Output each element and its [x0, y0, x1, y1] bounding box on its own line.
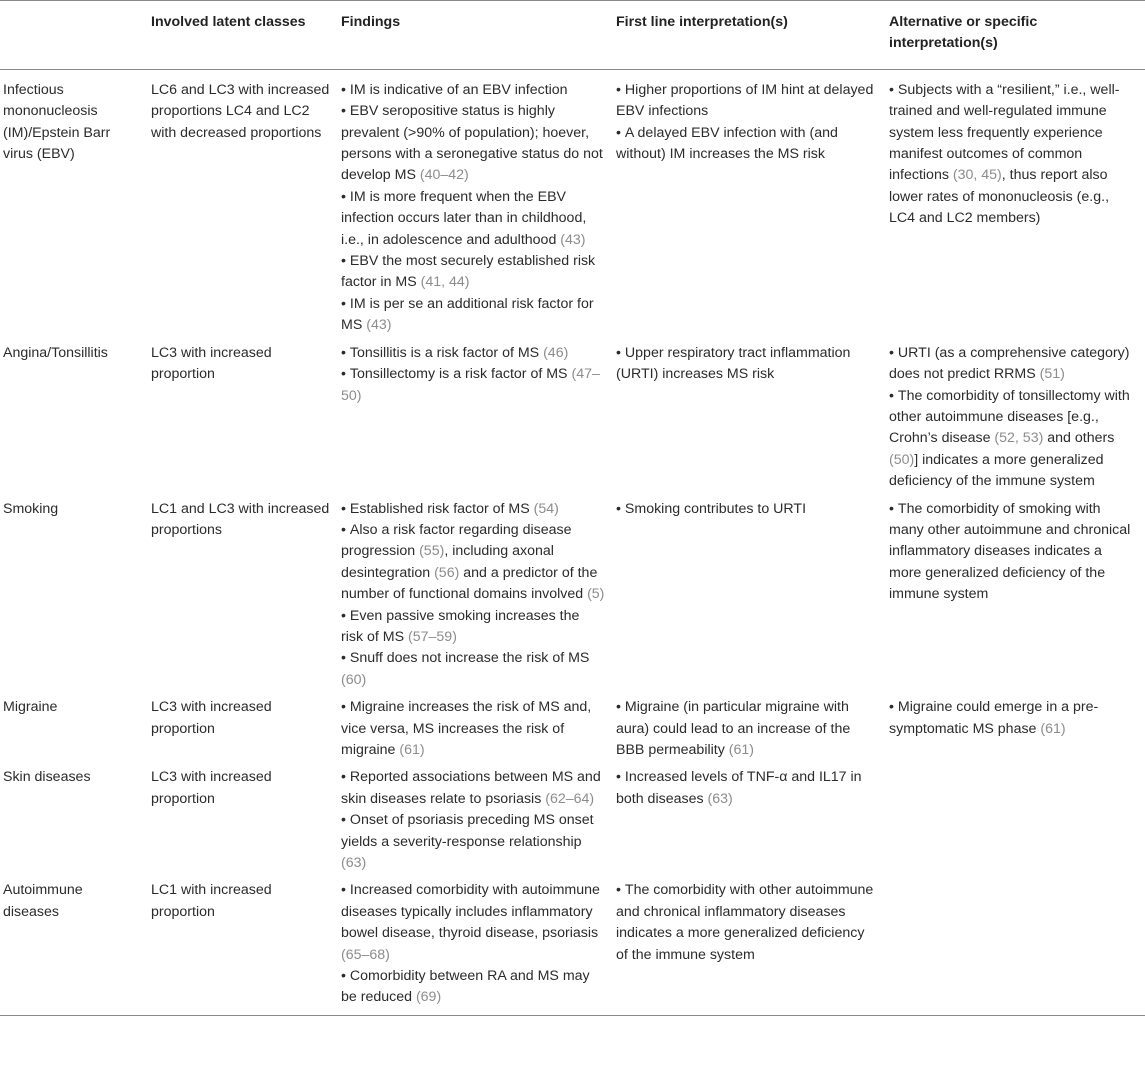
header-latent-classes: Involved latent classes [151, 14, 306, 30]
table-row [0, 343, 1145, 499]
bullet-item [616, 343, 878, 386]
table-row [0, 499, 1145, 698]
citation: (57–59) [408, 628, 457, 645]
first-line-cell [613, 697, 886, 767]
latent-classes-cell [148, 767, 338, 880]
bullet-text: Upper respiratory tract inflammation (URTI) increases MS risk [616, 344, 851, 383]
bullet-text: Increased comorbidity with autoimmune diseases typically includes inflammatory bowel disease, thyroid disease, psoriasis [341, 882, 600, 942]
findings-cell [338, 69, 613, 342]
bullet-text: EBV the most securely established risk factor in MS [341, 253, 596, 291]
findings-cell [338, 880, 613, 1015]
latent-classes-text: LC3 with increased proportion [151, 699, 272, 737]
bullet-text: Snuff does not increase the risk of MS [349, 650, 590, 667]
latent-classes-text: LC3 with increased proportion [151, 769, 272, 807]
table-row [0, 767, 1145, 880]
latent-classes-cell [148, 880, 338, 1015]
header-row [0, 1, 1145, 70]
citation: (52, 53) [994, 430, 1044, 447]
bullet-item [889, 697, 1137, 740]
factor-label: Skin diseases [3, 769, 91, 786]
latent-classes-text: LC6 and LC3 with increased proportions LC4 and LC2 with decreased proportions [151, 81, 330, 141]
bullet-text: Also a risk factor regarding disease progression [341, 521, 572, 560]
citation: (46) [543, 344, 569, 361]
bullet-text: The comorbidity of smoking with many other autoimmune and chronical inflammatory diseases indicates a more generalized deficiency of the immune system [889, 500, 1131, 603]
table-body [0, 69, 1145, 1015]
factor-label: Angina/Tonsillitis [3, 344, 108, 361]
factor-cell [0, 343, 148, 499]
alternative-cell [886, 767, 1145, 880]
citation: (61) [728, 742, 754, 758]
bullet-text: Higher proportions of IM hint at delayed EBV infections [616, 81, 874, 120]
bullet-text: Reported associations between MS and skin diseases relate to psoriasis [341, 769, 601, 807]
citation: (50) [889, 451, 915, 468]
citation: (55) [419, 543, 445, 560]
alternative-cell [886, 343, 1145, 499]
bullet-text: and a predictor of the number of functional domains involved [341, 564, 598, 603]
table-header [0, 1, 1145, 70]
citation: (41, 44) [420, 274, 470, 291]
bullet-text: The comorbidity of tonsillectomy with other autoimmune diseases [e.g., Crohn’s disease [889, 387, 1130, 447]
citation: (40–42) [419, 167, 469, 184]
first-line-cell [613, 767, 886, 880]
factor-label: Smoking [3, 500, 59, 517]
bullet-text: Comorbidity between RA and MS may be reduced [341, 968, 590, 1006]
bullet-text: IM is per se an additional risk factor for MS [341, 295, 594, 334]
factor-label: Migraine [3, 699, 58, 716]
header-first-line: First line interpretation(s) [616, 14, 788, 30]
bullet-item [341, 697, 605, 761]
bullet-text: IM is more frequent when the EBV infection occurs later than in childhood, i.e., in adolescence and adulthood [341, 188, 587, 248]
bullet-item [616, 499, 878, 520]
alternative-cell [886, 69, 1145, 342]
factor-cell [0, 880, 148, 1015]
bullet-text: Increased levels of TNF-α and IL17 in both diseases [616, 769, 862, 807]
bullet-text: IM is indicative of an EBV infection [349, 81, 568, 98]
citation: (47–50) [341, 366, 600, 404]
citation: (63) [341, 855, 367, 872]
bullet-item [616, 697, 878, 761]
header-findings: Findings [341, 14, 401, 30]
bullet-item [616, 880, 878, 966]
citation: (60) [341, 671, 367, 688]
bullet-item [341, 80, 605, 101]
bullet-item [616, 80, 878, 123]
bullet-item [341, 648, 605, 691]
bullet-text: Migraine increases the risk of MS and, vice versa, MS increases the risk of migraine [341, 699, 592, 758]
factor-cell [0, 499, 148, 698]
citation: (61) [399, 742, 425, 758]
latent-classes-cell [148, 343, 338, 499]
citation: (63) [707, 790, 733, 807]
first-line-cell [613, 880, 886, 1015]
factor-label: Autoimmune diseases [3, 882, 83, 920]
first-line-cell [613, 343, 886, 499]
header-alternative: Alternative or specific interpretation(s) [889, 14, 1038, 52]
bullet-text: Migraine (in particular migraine with aura) could lead to an increase of the BBB permeability [616, 699, 851, 758]
bullet-text: Smoking contributes to URTI [624, 500, 807, 517]
bullet-item [341, 364, 605, 407]
bullet-text: Migraine could emerge in a pre-symptomatic MS phase [889, 699, 1099, 737]
table-row [0, 880, 1145, 1015]
findings-cell [338, 499, 613, 698]
citation: (54) [533, 500, 559, 517]
citation: (43) [366, 317, 392, 334]
factor-cell [0, 697, 148, 767]
latent-classes-text: LC1 with increased proportion [151, 882, 272, 920]
latent-classes-cell [148, 697, 338, 767]
citation: (5) [587, 586, 605, 603]
bullet-item [889, 386, 1137, 493]
bullet-item [341, 966, 605, 1009]
bullet-item [616, 767, 878, 810]
alternative-cell [886, 499, 1145, 698]
citation: (56) [434, 564, 460, 581]
bullet-text: Tonsillitis is a risk factor of MS [349, 344, 544, 361]
first-line-cell [613, 69, 886, 342]
bullet-item [341, 187, 605, 251]
factor-cell [0, 69, 148, 342]
latent-classes-text: LC1 and LC3 with increased proportions [151, 500, 330, 538]
bullet-item [341, 343, 605, 364]
bullet-item [341, 499, 605, 520]
citation: (30, 45) [952, 167, 1002, 184]
table-row [0, 69, 1145, 342]
citation: (61) [1040, 720, 1066, 737]
citation: (69) [415, 989, 442, 1006]
bullet-item [889, 499, 1137, 606]
bullet-text: URTI (as a comprehensive category) does not predict RRMS [889, 344, 1130, 383]
bullet-text: Even passive smoking increases the risk of MS [341, 607, 580, 645]
bullet-text: Onset of psoriasis preceding MS onset yields a severity-response relationship [341, 812, 594, 850]
alternative-cell [886, 697, 1145, 767]
bullet-text: Established risk factor of MS [349, 500, 534, 517]
alternative-cell [886, 880, 1145, 1015]
bullet-text: A delayed EBV infection with (and without) IM increases the MS risk [616, 124, 838, 163]
bullet-text: ] indicates a more generalized deficiency of the immune system [889, 451, 1104, 490]
findings-cell [338, 343, 613, 499]
citation: (65–68) [341, 946, 390, 963]
bullet-item [341, 101, 605, 187]
bullet-text: Tonsillectomy is a risk factor of MS [349, 366, 572, 383]
bullet-text: The comorbidity with other autoimmune and chronical inflammatory diseases indicates a more generalized deficiency of the immune system [616, 882, 874, 963]
bullet-item [341, 880, 605, 966]
bullet-item [341, 810, 605, 874]
latent-classes-cell [148, 69, 338, 342]
bullet-item [341, 606, 605, 649]
factor-cell [0, 767, 148, 880]
citation: (43) [560, 231, 586, 248]
bullet-text: and others [1043, 430, 1115, 447]
bullet-item [889, 343, 1137, 386]
first-line-cell [613, 499, 886, 698]
findings-cell [338, 767, 613, 880]
latent-classes-cell [148, 499, 338, 698]
latent-classes-text: LC3 with increased proportion [151, 344, 272, 383]
bullet-text: EBV seropositive status is highly prevalent (>90% of population); hoever, persons with a seronegative status do not develop MS [341, 103, 603, 184]
factor-label: Infectious mononucleosis (IM)/Epstein Barr virus (EBV) [3, 81, 111, 163]
header-factor [0, 1, 148, 70]
citation: (62–64) [545, 790, 595, 807]
bullet-item [616, 123, 878, 166]
bullet-text: Subjects with a “resilient,” i.e., well-trained and well-regulated immune system less frequently experience manifest outcomes of common infections [889, 81, 1120, 184]
bullet-item [341, 294, 605, 337]
bullet-text: , including axonal desintegration [341, 543, 554, 581]
bullet-text: , thus report also lower rates of mononucleosis (e.g., LC4 and LC2 members) [889, 167, 1110, 227]
citation: (51) [1039, 366, 1065, 383]
bullet-item [889, 80, 1137, 230]
bullet-item [341, 520, 605, 606]
bullet-item [341, 767, 605, 810]
bullet-item [341, 251, 605, 294]
table-row [0, 697, 1145, 767]
findings-cell [338, 697, 613, 767]
